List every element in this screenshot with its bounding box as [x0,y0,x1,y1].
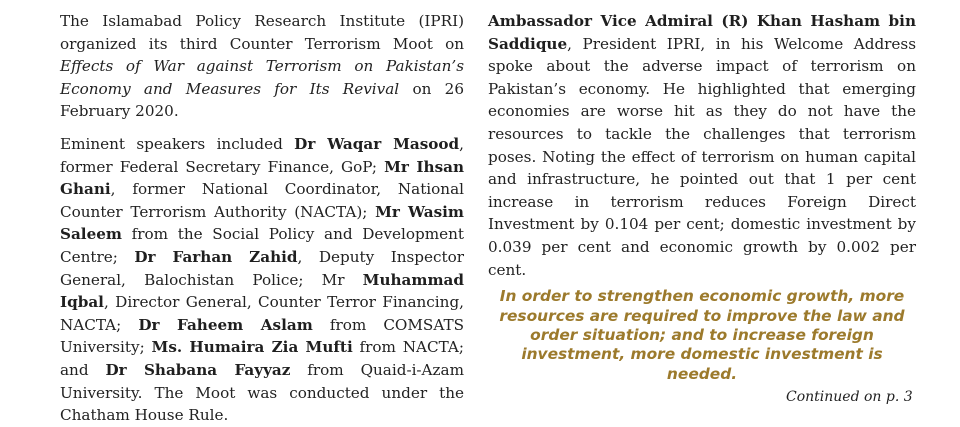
intro-paragraph [60,10,464,123]
speakers-text: Eminent speakers included [60,134,295,153]
speakers-text: from COMSATS University; [60,315,465,357]
speaker-name: Dr Faheem Aslam [138,315,313,334]
speaker-name: Ms. Humaira Zia Mufti [151,338,353,357]
speakers-paragraph [60,133,464,427]
left-column [60,10,464,427]
speaker-name: Dr Shabana Fayyaz [105,360,291,379]
speakers-text: , former National Coordinator, National Counter Terrorism Authority (NACTA); [60,180,464,221]
speaker-name: Mr Ihsan Ghani [60,157,465,199]
speaker-name: Dr Waqar Masood [294,134,460,153]
welcome-paragraph [488,10,916,281]
speakers-text: from the Social Policy and Development Centre; [60,225,464,266]
president-name: Ambassador Vice Admiral (R) Khan Hasham bin Saddique [488,12,916,53]
speaker-name: Dr Farhan Zahid [134,247,298,266]
speaker-name: Mr Wasim Saleem [60,202,464,244]
speakers-text: , former Federal Secretary Finance, GoP; [60,134,464,176]
speakers-text: , Deputy Inspector General, Balochistan Police; Mr [60,247,465,289]
continued-note: Continued on p. 3 [786,389,913,405]
speakers-text: from Quaid-i-Azam University. The Moot was conducted under the Chatham House Rule. [60,360,464,425]
pull-quote: In order to strengthen economic growth, more resources are required to improve the law and order situation; and to increase foreign investment, more domestic investment is needed. [499,287,905,383]
intro-text: The Islamabad Policy Research Institute (IPRI) organized its third Counter Terrorism Moot on [60,12,464,53]
speaker-name: Muhammad Iqbal [60,270,464,312]
moot-title: Effects of War against Terrorism on Pakistan’s Economy and Measures for Its Revival [60,57,464,98]
welcome-text: , President IPRI, in his Welcome Address spoke about the adverse impact of terrorism on Pakistan’s economy. He highlighted that emerging economies are worse hit as they do not have the resources to tackle the challenges that terrorism poses. Noting the effect of terrorism on human capital and infrastructure, he pointed out that 1 per cent increase in terrorism reduces Foreign Direct Investment by 0.104 per cent; domestic investment by 0.039 per cent and economic growth by 0.002 per cent. [488,34,916,279]
intro-date: on 26 February 2020. [60,79,464,121]
right-column [488,10,916,384]
speakers-text: from NACTA; and [60,338,464,379]
speakers-text: , Director General, Counter Terror Financing, NACTA; [60,293,464,334]
